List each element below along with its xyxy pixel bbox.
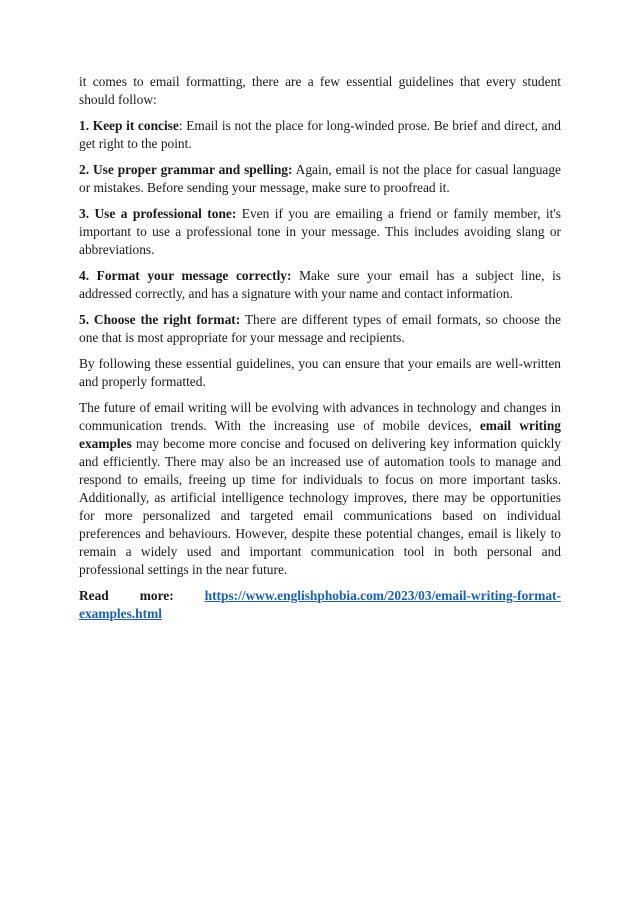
guideline-5-title: 5. Choose the right format: [79, 312, 241, 327]
read-more-line-2 [79, 605, 561, 623]
guideline-2 [79, 161, 561, 197]
read-more-link-part-1[interactable]: https://www.englishphobia.com/2023/03/email-writing-format- [204, 588, 561, 603]
read-more-link-part-2[interactable]: examples.html [79, 606, 162, 621]
guideline-2-text: Again, email is not the place for casual language or mistakes. Before sending your message, make sure to proofread it. [79, 162, 561, 195]
future-text-after: may become more concise and focused on delivering key information quickly and efficiently. There may also be an increased use of automation tools to manage and respond to emails, freeing up time for individuals to focus on more important tasks. Additionally, as artificial intelligence technology improves, there may be opportunities for more personalized and targeted email communications based on individual preferences and behaviours. However, despite these potential changes, email is likely to remain a widely used and important communication tool in both personal and professional settings in the near future. [79, 436, 561, 577]
document-page [79, 73, 561, 623]
future-text-before: The future of email writing will be evolving with advances in technology and changes in communication trends. With the increasing use of mobile devices, [79, 400, 561, 433]
conclusion-paragraph [79, 355, 561, 391]
guideline-3 [79, 205, 561, 259]
future-keyword: email writing examples [79, 418, 561, 451]
conclusion-text: By following these essential guidelines, you can ensure that your emails are well-written and properly formatted. [79, 356, 561, 389]
guideline-1-title: 1. Keep it concise [79, 118, 179, 133]
guideline-2-title: 2. Use proper grammar and spelling: [79, 162, 293, 177]
guideline-3-title: 3. Use a professional tone: [79, 206, 237, 221]
guideline-4-text: Make sure your email has a subject line, is addressed correctly, and has a signature with your name and contact information. [79, 268, 562, 301]
future-paragraph [79, 399, 561, 579]
intro-paragraph [79, 73, 561, 109]
guideline-5-text: There are different types of email formats, so choose the one that is most appropriate for your message and recipients. [79, 312, 562, 345]
guideline-3-text: Even if you are emailing a friend or family member, it's important to use a professional tone in your message. This includes avoiding slang or abbreviations. [79, 206, 562, 257]
intro-text: it comes to email formatting, there are a few essential guidelines that every student should follow: [79, 74, 561, 107]
read-more-word-2: more: [139, 588, 174, 603]
guideline-4 [79, 267, 561, 303]
read-more-line-1 [79, 587, 561, 605]
guideline-4-title: 4. Format your message correctly: [79, 268, 292, 283]
read-more-block [79, 587, 561, 623]
guideline-1 [79, 117, 561, 153]
guideline-5 [79, 311, 561, 347]
guideline-1-text: : Email is not the place for long-winded prose. Be brief and direct, and get right to the point. [79, 118, 561, 151]
read-more-word-1: Read [79, 588, 109, 603]
